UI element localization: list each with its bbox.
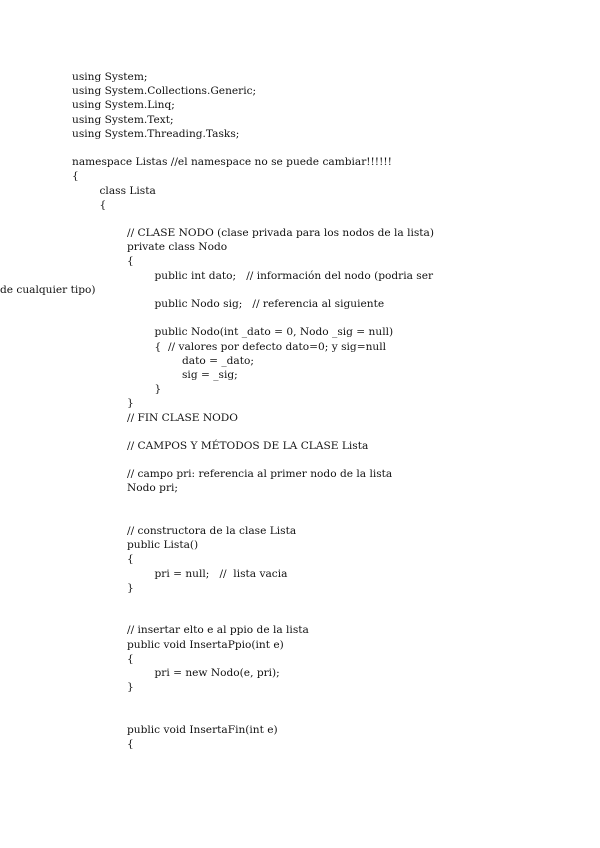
code-line: // CAMPOS Y MÉTODOS DE LA CLASE Lista [127,439,369,452]
code-line [72,708,552,722]
code-line: public Nodo(int _dato = 0, Nodo _sig = null) [154,326,394,339]
code-line [72,141,552,155]
code-line [72,595,552,609]
code-line: { [72,170,79,183]
code-line: pri = null; // lista vacia [154,567,288,580]
code-line: { [127,255,134,268]
code-line [72,212,552,226]
code-line [72,453,552,467]
code-line: private class Nodo [127,241,228,254]
code-listing [0,70,552,751]
code-line: { [99,198,107,211]
code-line: dato = _dato; [182,354,254,367]
code-line [72,510,552,524]
code-line [72,311,552,325]
code-line: using System; [72,71,148,83]
code-line: using System.Text; [72,113,174,126]
code-line: } [127,581,134,594]
code-line: using System.Collections.Generic; [72,85,257,98]
code-line: using System.Threading.Tasks; [72,127,240,140]
code-line: namespace Listas //el namespace no se puede cambiar!!!!!! [72,156,392,169]
code-line: // constructora de la clase Lista [127,525,297,537]
code-line: // insertar elto e al ppio de la lista [127,624,309,637]
code-line: de cualquier tipo) [0,283,96,296]
code-line: { [127,737,134,750]
code-line: public Lista() [127,539,199,552]
code-line: sig = _sig; [182,368,238,381]
code-line [72,496,552,510]
code-line: } [127,397,134,410]
code-line: { // valores por defecto dato=0; y sig=null [154,340,386,353]
code-line: // campo pri: referencia al primer nodo de la lista [127,468,393,481]
code-line: // CLASE NODO (clase privada para los nodos de la lista) [127,227,434,240]
code-line: { [127,652,134,665]
code-line: using System.Linq; [72,99,175,112]
code-line [72,609,552,623]
code-line: public Nodo sig; // referencia al siguiente [154,298,385,310]
code-line: public void InsertaFin(int e) [127,723,278,736]
code-line [72,694,552,708]
code-line: public int dato; // información del nodo (podria ser [154,269,434,282]
code-line: { [127,553,134,566]
code-line: } [127,681,134,694]
code-line: } [154,383,162,396]
code-line: public void InsertaPpio(int e) [127,638,284,651]
code-line: Nodo pri; [127,482,178,495]
code-line [72,425,552,439]
code-line: class Lista [99,184,156,197]
code-line: pri = new Nodo(e, pri); [154,666,280,679]
code-line: // FIN CLASE NODO [127,411,238,424]
